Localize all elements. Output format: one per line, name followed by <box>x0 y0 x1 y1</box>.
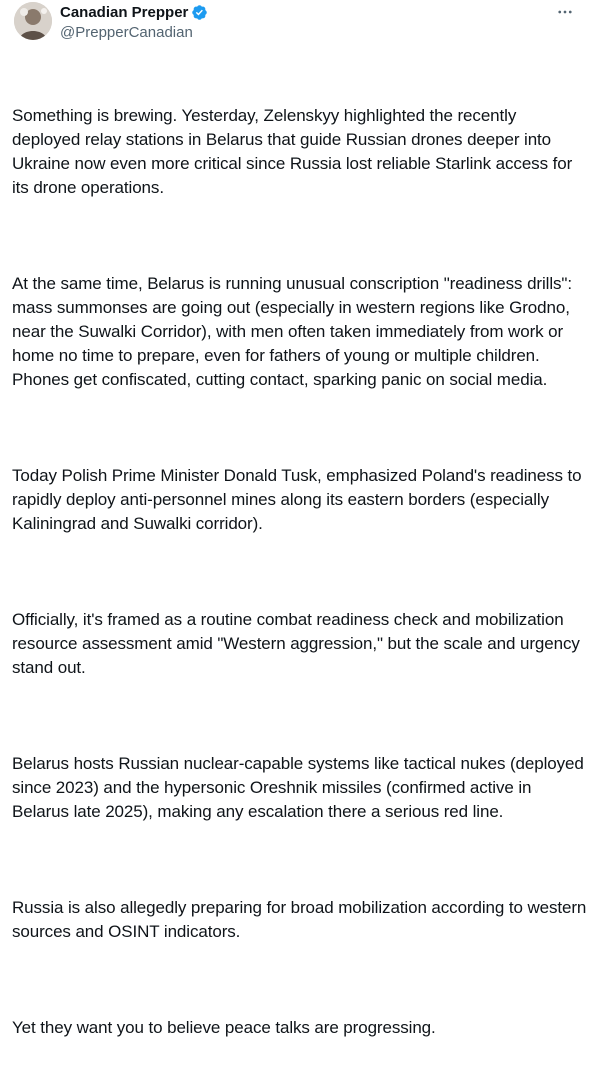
tweet-paragraph: Something is brewing. Yesterday, Zelenskyy highlighted the recently deployed relay stations in Belarus that guide Russian drones deeper into Ukraine now even more critical since Russia lost reliable Starlink access for its drone operations. <box>12 106 577 197</box>
more-options-button[interactable] <box>553 2 577 22</box>
tweet-paragraph: Today Polish Prime Minister Donald Tusk, emphasized Poland's readiness to rapidly deploy anti-personnel mines along its eastern borders (especially Kaliningrad and Suwalki corridor). <box>12 466 587 533</box>
tweet-paragraph: Belarus hosts Russian nuclear-capable systems like tactical nukes (deployed since 2023) and the hypersonic Oreshnik missiles (confirmed active in Belarus late 2025), making any escalation there a serious red line. <box>12 754 589 821</box>
tweet-paragraph: Russia is also allegedly preparing for broad mobilization according to western sources and OSINT indicators. <box>12 898 591 941</box>
avatar[interactable] <box>14 2 52 40</box>
tweet-paragraph: Officially, it's framed as a routine combat readiness check and mobilization resource assessment amid "Western aggression," but the scale and urgency stand out. <box>12 610 585 677</box>
author-display-name[interactable]: Canadian Prepper <box>60 3 189 21</box>
author-names <box>60 1 208 43</box>
tweet-header <box>12 0 581 48</box>
tweet-paragraph: At the same time, Belarus is running unusual conscription "readiness drills": mass summonses are going out (especially in western regions like Grodno, near the Suwalki Corridor), with men often taken immediately from work or home no time to prepare, even for fathers of young or multiple children. Phones get confiscated, cutting contact, sparking panic on social media. <box>12 274 577 389</box>
verified-badge-icon <box>191 4 208 21</box>
avatar-image <box>14 2 52 40</box>
author-handle[interactable]: @PrepperCanadian <box>60 24 193 41</box>
display-name-row <box>60 1 208 23</box>
more-horizontal-icon <box>556 3 574 21</box>
tweet-text <box>12 56 591 1088</box>
tweet-paragraph: Yet they want you to believe peace talks are progressing. <box>12 1018 436 1037</box>
